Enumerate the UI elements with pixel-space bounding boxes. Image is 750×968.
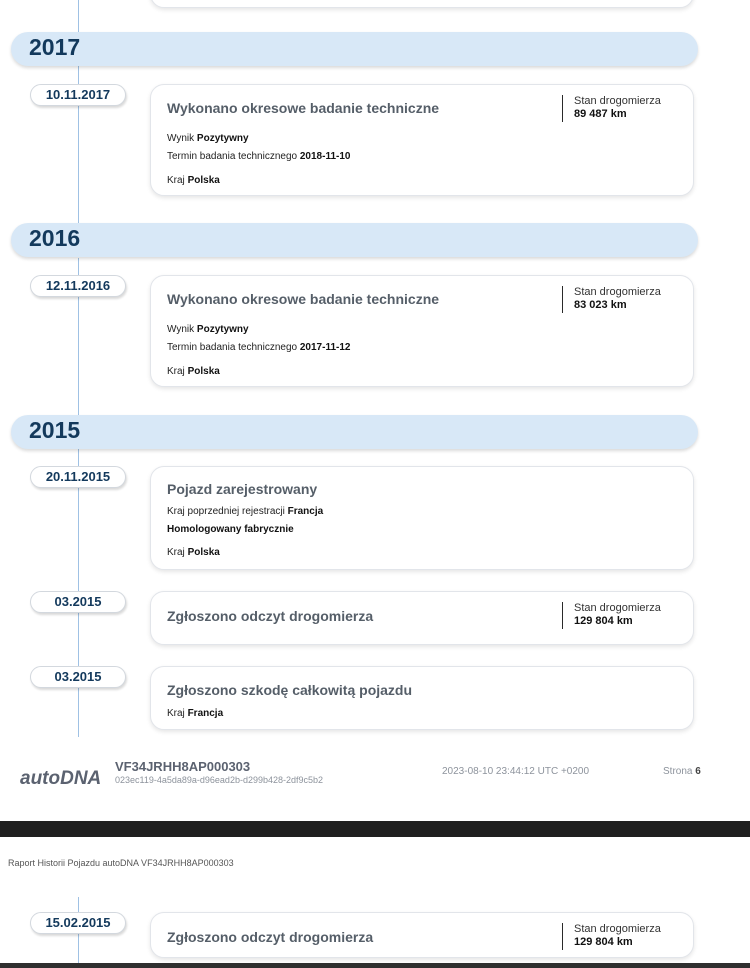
odometer-value: 129 804 km	[574, 615, 633, 627]
year-label: 2015	[29, 417, 81, 443]
deadline-line: Termin badania technicznego 2018-11-10	[167, 151, 351, 162]
event-card	[150, 666, 694, 730]
report-header: Raport Historii Pojazdu autoDNA VF34JRHH8AP000303	[8, 858, 234, 868]
page-number: Strona 6	[663, 766, 701, 777]
result-line: Wynik Pozytywny	[167, 324, 249, 335]
odometer-block	[562, 923, 661, 950]
autodna-logo: autoDNA	[20, 768, 102, 789]
odometer-value: 83 023 km	[574, 299, 627, 311]
year-header-2015	[11, 415, 698, 449]
event-date: 15.02.2015	[30, 912, 126, 934]
country-line: Kraj Polska	[167, 175, 220, 186]
event-date: 20.11.2015	[30, 466, 126, 488]
event-title: Pojazd zarejestrowany	[167, 481, 318, 497]
year-header-2016	[11, 223, 698, 257]
footer-vin: VF34JRHH8AP000303	[115, 759, 251, 774]
country-line: Kraj Polska	[167, 366, 220, 377]
event-date: 03.2015	[30, 591, 126, 613]
odometer-block	[562, 286, 661, 313]
odometer-block	[562, 602, 661, 629]
year-label: 2016	[29, 225, 81, 251]
event-date: 12.11.2016	[30, 275, 126, 297]
timeline-line	[78, 0, 79, 33]
event-title: Zgłoszono odczyt drogomierza	[167, 608, 374, 624]
odometer-block	[562, 95, 661, 122]
page-footer	[0, 758, 750, 798]
viewer-bottom-bar	[0, 963, 750, 968]
country-line: Kraj Polska	[167, 547, 220, 558]
odometer-value: 129 804 km	[574, 936, 633, 948]
event-title: Zgłoszono szkodę całkowitą pojazdu	[167, 682, 413, 698]
country-line: Kraj Francja	[167, 708, 224, 719]
event-title: Wykonano okresowe badanie techniczne	[167, 100, 440, 116]
event-date: 10.11.2017	[30, 84, 126, 106]
result-line: Wynik Pozytywny	[167, 133, 249, 144]
odometer-value: 89 487 km	[574, 108, 627, 120]
year-label: 2017	[29, 34, 81, 60]
previous-country-line: Kraj poprzedniej rejestracji Francja	[167, 506, 324, 517]
odometer-label: Stan drogomierza	[574, 923, 661, 935]
homologation-line: Homologowany fabrycznie	[167, 524, 294, 535]
event-card	[150, 275, 694, 387]
event-card	[150, 466, 694, 570]
event-card	[150, 912, 694, 958]
page-separator	[0, 821, 750, 837]
event-title: Wykonano okresowe badanie techniczne	[167, 291, 440, 307]
event-title: Zgłoszono odczyt drogomierza	[167, 929, 374, 945]
odometer-label: Stan drogomierza	[574, 602, 661, 614]
event-card	[150, 84, 694, 196]
deadline-line: Termin badania technicznego 2017-11-12	[167, 342, 351, 353]
footer-hash: 023ec119-4a5da89a-d96ead2b-d299b428-2df9c5b2	[115, 775, 324, 785]
odometer-label: Stan drogomierza	[574, 286, 661, 298]
event-date: 03.2015	[30, 666, 126, 688]
odometer-label: Stan drogomierza	[574, 95, 661, 107]
report-page-next	[0, 837, 750, 963]
year-header-2017	[11, 32, 698, 66]
footer-timestamp: 2023-08-10 23:44:12 UTC +0200	[442, 766, 590, 777]
event-card-previous	[150, 0, 694, 8]
event-card	[150, 591, 694, 645]
